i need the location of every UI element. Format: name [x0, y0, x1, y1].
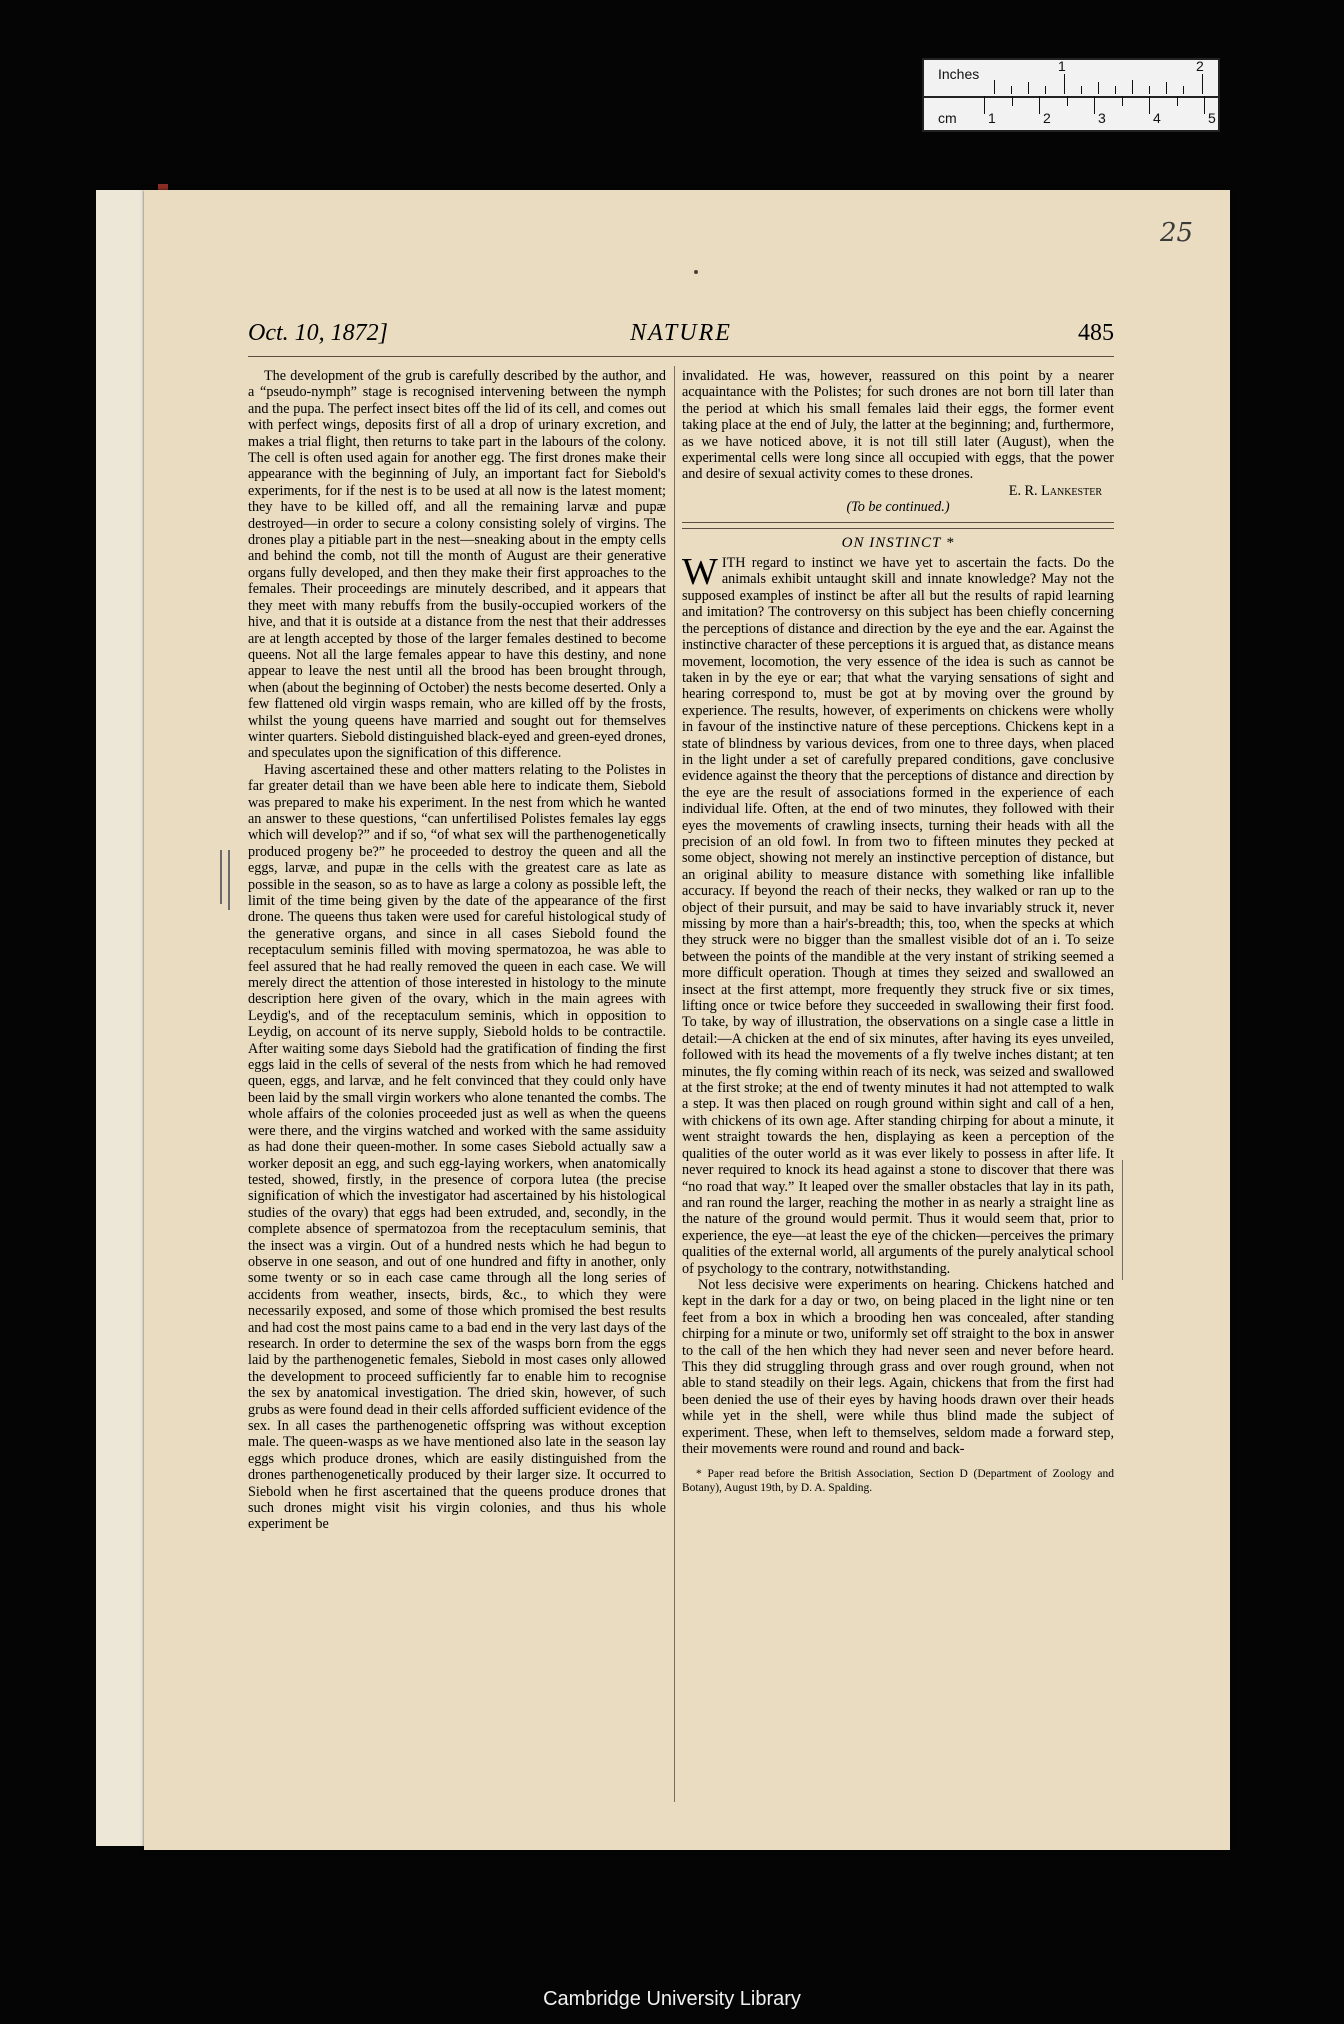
right-column — [682, 368, 1114, 1794]
ruler-cm-label: cm — [938, 110, 957, 126]
ruler-inch-number: 1 — [1058, 58, 1066, 74]
article-paragraph — [682, 551, 1114, 1277]
article-paragraph: Not less decisive were experiments on hearing. Chickens hatched and kept in the dark for a day or two, on being placed in the light nine or ten feet from a box in which a brooding hen was concealed, after standing chirping for a minute or two, uniformly set off straight to the box in answer to the call of the hen which they had never seen and never before heard. This they did struggling through grass and over rough ground, when not able to stand steadily on their legs. Again, chickens that from the first had been denied the use of their eyes by having hoods drawn over their heads while yet in the shell, were while thus blind made the subject of experiment. These, when left to themselves, seldom made a forward step, their movements were round and round and back- — [682, 1276, 1114, 1457]
ruler-cm-scale — [924, 96, 1218, 132]
journal-title: NATURE — [630, 320, 732, 346]
section-divider — [682, 522, 1114, 529]
article-paragraph: The development of the grub is carefully described by the author, and a “pseudo-nymph” stage is recognised intervening between the nymph and the pupa. The perfect insect bites off the lid of its cell, and comes out with perfect wings, deposits first of all a drop of urinary excretion, and makes a trial flight, then returns to take part in the labours of the colony. The cell is often used again for another egg. The first drones make their appearance with the beginning of July, an important fact for Siebold's experiments, for if the nest is to be used at all now is the latest moment; they have to be killed off, and all the remaining larvæ and pupæ destroyed—in order to secure a colony consisting solely of virgins. The drones play a pitiable part in the nest—sneaking about in the empty cells and behind the comb, not till the month of August are their generative organs fully developed, and then they make their first approaches to the females. Their proceedings are minutely described, and it appears that they meet with many rebuffs from the busily-occupied workers of the hive, and that it is outside at a distance from the nest that their addresses are at length accepted by those of the larger females destined to become queens. Not all the large females appear to have this destiny, and none appear to leave the nest until all the brood has been brought through, when (about the beginning of October) the nests become deserted. Only a few flattened old virgin wasps remain, who are killed off by the frosts, whilst the young queens have married and sought out for themselves winter quarters. Siebold distinguished black-eyed and green-eyed drones, and speculates upon the signification of this difference. — [248, 368, 666, 762]
ruler-tick — [1067, 96, 1068, 106]
ruler-tick — [1011, 86, 1012, 94]
ruler-tick — [1064, 74, 1065, 94]
library-credit: Cambridge University Library — [543, 1988, 801, 2010]
page-number: 485 — [1078, 320, 1114, 346]
ruler-tick — [1039, 96, 1040, 114]
ruler-cm-number: 1 — [988, 110, 996, 126]
ruler-tick — [1045, 86, 1046, 94]
ruler-tick — [1166, 82, 1167, 94]
paragraph-text: ITH regard to instinct we have yet to ascertain the facts. Do the animals exhibit untaught skill and innate knowledge? May not the supposed examples of instinct be after all but the results of rapid learning and imitation? The controversy on this subject has been chiefly concerning the perceptions of distance and direction by the eye and the ear. Against the instinctive character of these perceptions it is argued that, as distance means movement, locomotion, the very essence of the idea is such as cannot be taken in by the eye or ear; that what the varying sensations of sight and hearing correspond to, must be got at by moving over the ground by experience. The results, however, of experiments on chickens were wholly in favour of the instinctive nature of these perceptions. Chickens kept in a state of blindness by various devices, from one to three days, when placed in the light under a set of carefully prepared conditions, gave conclusive evidence against the theory that the perceptions of distance and direction by the eye are the result of associations formed in the experience of each individual life. Often, at the end of two minutes, they followed with their eyes the movements of crawling insects, turning their heads with all the precision of an old fowl. In from two to fifteen minutes they pecked at some object, showing not merely an instinctive perception of distance, but an original ability to measure distance with something like infallible accuracy. If beyond the reach of their necks, they walked or ran up to the object of their pursuit, and may be said to have invariably struck it, never missing by more than a hair's-breadth; this, too, when the specks at which they struck were no bigger than the smallest visible dot of an i. To seize between the points of the mandible at the very instant of striking seemed a more difficult operation. Though at times they seized and swallowed an insect at the first attempt, more frequently they struck five or six times, lifting once or twice before they succeeded in swallowing their first food. To take, by way of illustration, the observations on a single case a little in detail:—A chicken at the end of six minutes, after having its eyes unveiled, followed with its head the movements of a fly twelve inches distant; at ten minutes, the fly coming within reach of its neck, was seized and swallowed at the first stroke; at the end of twenty minutes it had not attempted to walk a step. It was then placed on rough ground within sight and call of a hen, with chickens of its own age. After standing chirping for about a minute, it went straight towards the hen, displaying as keen a perception of the qualities of the outer world as it was ever likely to possess in after life. It never required to knock its head against a stone to discover that there was “no road that way.” It leaped over the smaller obstacles that lay in its path, and ran round the larger, reaching the mother in as nearly a straight line as the nature of the ground would permit. Thus it would seem that, prior to experience, the eye—at least the eye of the chicken—perceives the primary qualities of the external world, all arguments of the purely analytical school of psychology to the contrary, notwithstanding. — [682, 555, 1114, 1277]
ruler-inches-scale — [924, 60, 1218, 98]
ruler-tick — [1081, 86, 1082, 94]
ruler-cm-number: 3 — [1098, 110, 1106, 126]
ruler-tick — [1132, 80, 1133, 94]
ruler-tick — [1149, 96, 1150, 114]
ruler-tick — [1028, 82, 1029, 94]
ruler-tick — [1012, 96, 1013, 106]
ruler-inches-label: Inches — [938, 66, 980, 82]
pencil-folio-number: 25 — [1160, 218, 1194, 248]
article-paragraph: invalidated. He was, however, reassured on this point by a nearer acquaintance with the Polistes; for such drones are not born till later than the period at which his small females laid their eggs, the former event taking place at the end of July, the latter at the beginning; and, furthermore, as we have noticed above, it is not till still later (August), when the experimental cells were long since all occupied with eggs, that the power and desire of sexual activity comes to these drones. — [682, 368, 1114, 483]
pencil-margin-mark — [220, 850, 222, 904]
ruler-tick — [994, 80, 995, 94]
ruler-cm-number: 5 — [1208, 110, 1216, 126]
to-be-continued-note: (To be continued.) — [846, 499, 950, 516]
ruler-tick — [1094, 96, 1095, 114]
ruler-tick — [984, 96, 985, 114]
column-divider — [674, 366, 675, 1802]
author-signature: E. R. Lankester — [1008, 482, 1102, 499]
header-date: Oct. 10, 1872] — [248, 320, 388, 346]
ruler-tick — [1202, 74, 1203, 94]
running-header — [248, 320, 1114, 350]
ruler-tick — [1183, 86, 1184, 94]
article-paragraph: Having ascertained these and other matters relating to the Polistes in far greater detail than we have been able here to indicate them, Siebold was prepared to make his experiment. In the nest from which he wanted an answer to these questions, “can unfertilised Polistes females lay eggs which will develop?” and if so, “of what sex will the parthenogenetically produced progeny be?” he proceeded to destroy the queen and all the eggs, larvæ, and pupæ in the cells with the greatest care as late as possible in the season, so as to have as large a colony as possible left, the limit of the time being given by the date of the appearance of the first drone. The queens thus taken were used for careful histological study of the generative organs, and since in all cases Siebold found the receptaculum seminis filled with moving spermatozoa, he was able to feel assured that he had really removed the queen in each case. We will merely direct the attention of those interested in histology to the minute description here given of the ovary, which in the main agrees with Leydig's, and of the receptaculum seminis, which in opposition to Leydig, on account of its nerve supply, Siebold holds to be contractile. After waiting some days Siebold had the gratification of finding the first eggs laid in the cells of several of the nests from which he had removed queen, eggs, and larvæ, and he felt convinced that they could only have been laid by the small virgin workers who alone tenanted the combs. The whole affairs of the colonies proceeded just as well as when the queens were there, and the virgins watched and worked with the same assiduity as had done their queen-mother. In some cases Siebold actually saw a worker deposit an egg, and such egg-laying workers, when anatomically tested, showed, firstly, in the presence of corpora lutea (the precise signification of which the investigator had ascertained by his histological studies of the ovary) that eggs had been extruded, and, secondly, in the complete absence of spermatozoa from the receptaculum seminis, that the insect was a virgin. Out of a hundred nests which he had begun to observe in one season, and out of one hundred and fifty in another, only some twenty or so in each case came through all the long series of accidents from weather, insects, birds, &c., to which they were necessarily exposed, and some of those which promised the best results and had cost the most pains came to a bad end in the very last days of the research. In order to determine the sex of the wasps born from the eggs laid by the parthenogenetic females, Siebold in most cases only allowed the development to proceed sufficiently far to enable him to recognise the sex by anatomical investigation. The dried skin, however, of such grubs as were found dead in their cells afforded sufficient evidence of the sex. In all cases the parthenogenetic offspring was without exception male. The queen-wasps as we have mentioned also late in the season lay eggs which produce drones, which are easily distinguished from the drones parthenogenetically produced by their larger size. It occurred to Siebold when he first ascertained that the queens produce drones that such drones might visit his virgin colonies, and thus his whole experiment be — [248, 761, 666, 1533]
ruler-cm-number: 4 — [1153, 110, 1161, 126]
ruler-tick — [1122, 96, 1123, 106]
ruler-cm-number: 2 — [1043, 110, 1051, 126]
pencil-margin-mark — [1122, 1160, 1123, 1280]
ruler-tick — [1177, 96, 1178, 106]
drop-capital: W — [682, 551, 718, 594]
ruler-tick — [1204, 96, 1205, 114]
header-rule — [248, 356, 1114, 357]
ruler-inch-number: 2 — [1196, 58, 1204, 74]
ruler-tick — [1149, 86, 1150, 94]
ruler-tick — [1115, 86, 1116, 94]
pencil-margin-mark — [228, 850, 230, 910]
section-title: ON INSTINCT * — [841, 534, 955, 551]
ink-speck — [694, 270, 698, 274]
scale-ruler — [922, 58, 1220, 132]
ruler-tick — [1098, 82, 1099, 94]
footnote: * Paper read before the British Association, Section D (Department of Zoology and Botany), August 19th, by D. A. Spalding. — [682, 1468, 1114, 1495]
left-column — [248, 368, 666, 1794]
